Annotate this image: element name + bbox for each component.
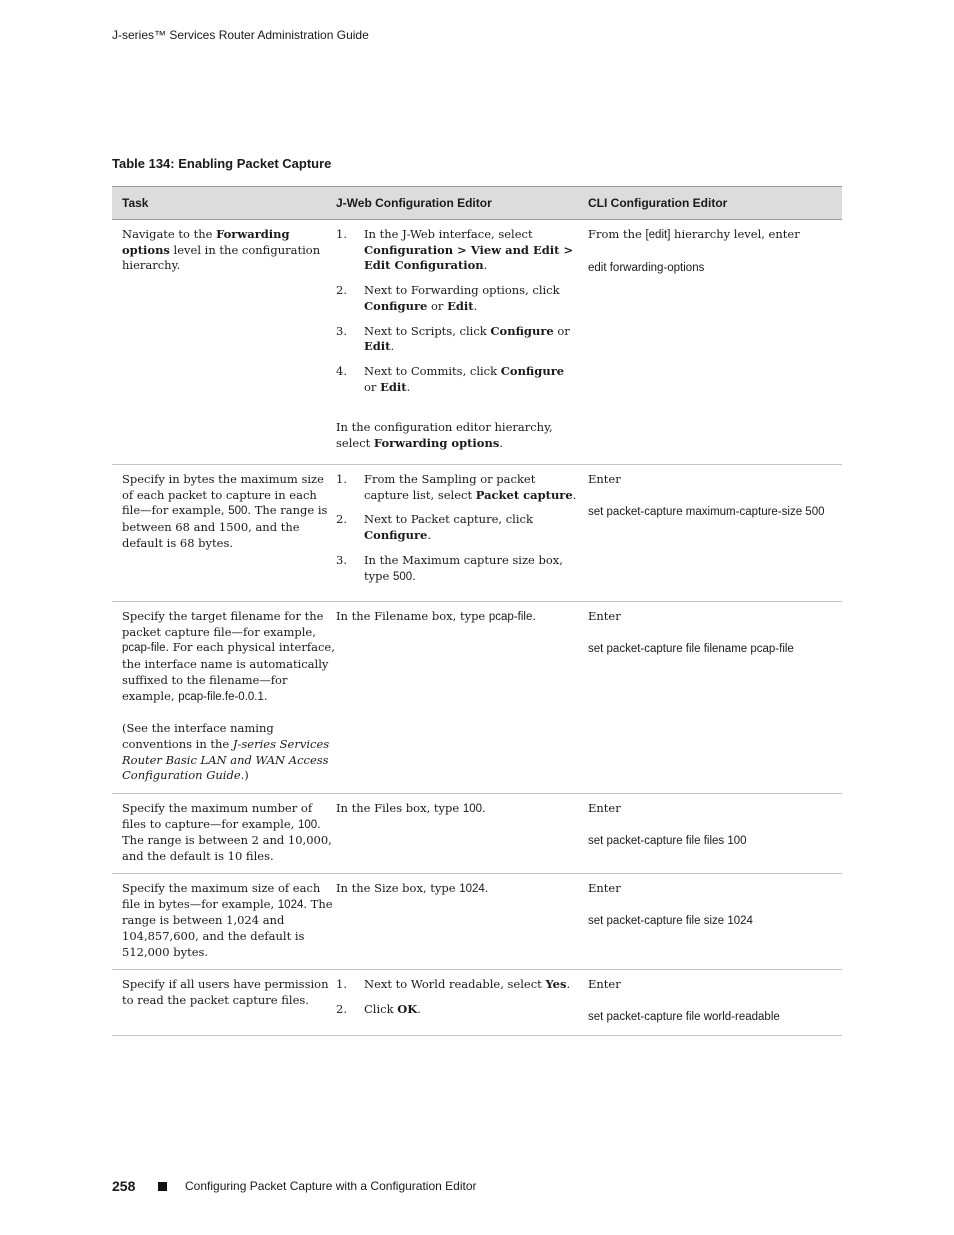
cli-command: set packet-capture file filename pcap-file	[588, 642, 794, 655]
table-row	[112, 794, 842, 874]
cli-cell: From the [edit] hierarchy level, enter edit forwarding-options	[588, 227, 842, 464]
list-item: 4. Next to Commits, click Configure or Edit.	[336, 363, 565, 394]
square-bullet-icon	[158, 1182, 167, 1191]
running-header: J-series™ Services Router Administration Guide	[112, 28, 369, 42]
jweb-cell: In the Files box, type 100.	[336, 801, 486, 815]
page-footer	[112, 1178, 477, 1194]
jweb-cell: In the Size box, type 1024.	[336, 881, 489, 895]
table-row	[112, 874, 842, 970]
table-row	[112, 465, 842, 602]
list-item: 1. Next to World readable, select Yes.	[336, 977, 571, 991]
cli-cell: Enter set packet-capture file size 1024	[588, 881, 842, 969]
page-number: 258	[112, 1178, 136, 1194]
table-row	[112, 602, 842, 794]
table-header-row	[112, 186, 842, 220]
column-header-jweb: J-Web Configuration Editor	[336, 196, 492, 210]
task-cell: Specify in bytes the maximum size of each packet to capture in each file—for example, 500. The range is between 68 and 1500, and the default is 68 bytes.	[122, 472, 328, 550]
list-item: 3. In the Maximum capture size box, type 500.	[336, 552, 563, 583]
list-item: 1. From the Sampling or packet capture list, select Packet capture.	[336, 472, 577, 502]
list-item: 3. Next to Scripts, click Configure or Edit.	[336, 323, 570, 354]
jweb-followup-text: In the configuration editor hierarchy, select Forwarding options.	[336, 420, 553, 451]
jweb-cell	[336, 472, 588, 601]
list-item: 2. Next to Forwarding options, click Configure or Edit.	[336, 283, 560, 313]
jweb-cell	[336, 977, 588, 1035]
cli-cell: Enter set packet-capture file world-readable	[588, 977, 842, 1035]
cli-command: set packet-capture file files 100	[588, 834, 747, 847]
table-row	[112, 220, 842, 465]
column-header-cli: CLI Configuration Editor	[588, 196, 728, 210]
cli-cell: Enter set packet-capture maximum-capture-size 500	[588, 472, 842, 601]
cli-command: set packet-capture file size 1024	[588, 914, 753, 927]
task-cell: Specify the maximum number of files to capture—for example, 100. The range is between 2 and 10,000, and the default is 10 files.	[122, 801, 332, 864]
table-row	[112, 970, 842, 1036]
footer-section-title: Configuring Packet Capture with a Configuration Editor	[185, 1179, 477, 1193]
task-cell: Navigate to the Forwarding options level in the configuration hierarchy.	[122, 227, 321, 273]
packet-capture-table	[112, 186, 842, 1036]
jweb-cell: In the Filename box, type pcap-file.	[336, 609, 537, 623]
table-caption: Table 134: Enabling Packet Capture	[112, 156, 332, 171]
list-item: 2. Next to Packet capture, click Configure.	[336, 512, 533, 543]
task-cell: Specify if all users have permission to read the packet capture files.	[122, 977, 329, 1007]
task-cell: Specify the maximum size of each file in bytes—for example, 1024. The range is between 1,024 and 104,857,600, and the default is 512,000 bytes.	[122, 881, 333, 959]
jweb-cell	[336, 227, 588, 464]
cli-command: set packet-capture file world-readable	[588, 1010, 780, 1023]
list-item: 1. In the J-Web interface, select Configuration > View and Edit > Edit Configuration.	[336, 227, 574, 273]
task-note: (See the interface naming conventions in the J-series Services Router Basic LAN and WAN Access Configuration Guide.)	[122, 721, 330, 783]
cli-command: set packet-capture maximum-capture-size 500	[588, 505, 825, 518]
cli-cell: Enter set packet-capture file filename pcap-file	[588, 609, 842, 793]
list-item: 2. Click OK.	[336, 1001, 421, 1016]
cli-cell: Enter set packet-capture file files 100	[588, 801, 842, 873]
column-header-task: Task	[122, 196, 149, 210]
task-cell: Specify the target filename for the packet capture file—for example, pcap-file. For each physical interface, the interface name is automatically suffixed to the filename—for example, pcap-file.fe-0.0.1. (See the interface naming conventions in the J-series Services Router Basic LAN and WAN Access Configuration Guide.)	[122, 609, 335, 783]
cli-command: edit forwarding-options	[588, 261, 705, 274]
